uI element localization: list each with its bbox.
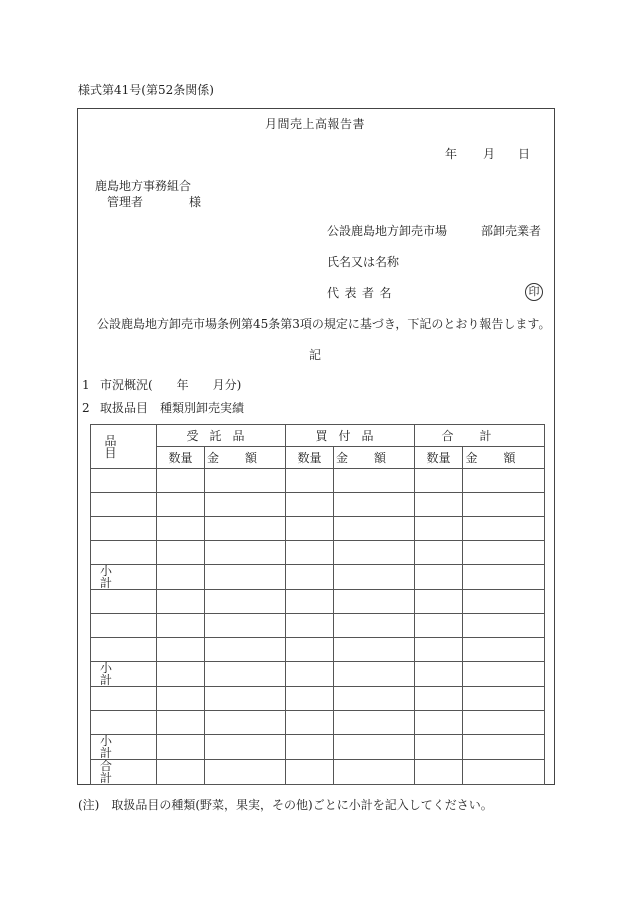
- purchase-amount-cell[interactable]: [334, 493, 415, 517]
- purchase-quantity-cell[interactable]: [286, 614, 334, 638]
- table-row: [91, 638, 545, 662]
- consignment-amount-cell[interactable]: [205, 469, 286, 493]
- purchase-quantity-cell[interactable]: [286, 662, 334, 687]
- row-label-cell: [91, 469, 157, 493]
- consignment-amount-cell[interactable]: [205, 638, 286, 662]
- purchase-amount-cell[interactable]: [334, 760, 415, 785]
- total-amount-cell[interactable]: [463, 638, 545, 662]
- consignment-group-header: 受託品: [157, 425, 286, 447]
- purchase-quantity-cell[interactable]: [286, 711, 334, 735]
- total-amount-header: 金額: [463, 447, 545, 469]
- reporter-name-label: 氏名又は名称: [327, 255, 400, 269]
- table-row: [91, 614, 545, 638]
- total-amount-cell[interactable]: [463, 760, 545, 785]
- purchase-quantity-cell[interactable]: [286, 469, 334, 493]
- total-amount-cell[interactable]: [463, 493, 545, 517]
- purchase-quantity-cell[interactable]: [286, 541, 334, 565]
- row-label-cell: 小計: [91, 565, 157, 590]
- total-amount-cell[interactable]: [463, 735, 545, 760]
- row-label-cell: [91, 638, 157, 662]
- row-label-cell: [91, 541, 157, 565]
- purchase-amount-cell[interactable]: [334, 735, 415, 760]
- table-row: [91, 590, 545, 614]
- reporter-market: 公設鹿島地方卸売市場: [327, 224, 448, 238]
- table-row: [91, 469, 545, 493]
- table-row-subtotal: [91, 662, 545, 687]
- consignment-quantity-cell[interactable]: [157, 517, 205, 541]
- total-quantity-cell[interactable]: [415, 735, 463, 760]
- sales-table: [90, 424, 545, 785]
- total-amount-cell[interactable]: [463, 711, 545, 735]
- total-amount-cell[interactable]: [463, 687, 545, 711]
- item-1-text: 市況概況( 年 月分): [100, 378, 242, 392]
- consignment-amount-header: 金額: [205, 447, 286, 469]
- table-row: [91, 711, 545, 735]
- report-statement: 公設鹿島地方卸売市場条例第45条第3項の規定に基づき，下記のとおり報告します。: [97, 317, 551, 331]
- consignment-amount-cell[interactable]: [205, 493, 286, 517]
- consignment-quantity-cell[interactable]: [157, 711, 205, 735]
- purchase-quantity-cell[interactable]: [286, 493, 334, 517]
- consignment-quantity-cell[interactable]: [157, 735, 205, 760]
- purchase-amount-cell[interactable]: [334, 590, 415, 614]
- table-body: [91, 469, 545, 785]
- purchase-amount-cell[interactable]: [334, 517, 415, 541]
- consignment-quantity-cell[interactable]: [157, 590, 205, 614]
- purchase-quantity-cell[interactable]: [286, 735, 334, 760]
- purchase-amount-header: 金額: [334, 447, 415, 469]
- consignment-quantity-cell[interactable]: [157, 760, 205, 785]
- total-quantity-cell[interactable]: [415, 614, 463, 638]
- total-amount-cell[interactable]: [463, 517, 545, 541]
- purchase-quantity-cell[interactable]: [286, 565, 334, 590]
- purchase-amount-cell[interactable]: [334, 662, 415, 687]
- total-quantity-cell[interactable]: [415, 711, 463, 735]
- purchase-amount-cell[interactable]: [334, 687, 415, 711]
- consignment-amount-cell[interactable]: [205, 517, 286, 541]
- consignment-quantity-cell[interactable]: [157, 662, 205, 687]
- table-row: [91, 687, 545, 711]
- purchase-quantity-cell[interactable]: [286, 517, 334, 541]
- total-quantity-cell[interactable]: [415, 541, 463, 565]
- total-quantity-cell[interactable]: [415, 760, 463, 785]
- row-label-cell: [91, 517, 157, 541]
- date-year-label: 年: [445, 147, 458, 161]
- purchase-quantity-cell[interactable]: [286, 590, 334, 614]
- date-day-label: 日: [518, 147, 531, 161]
- row-label-cell: 小計: [91, 662, 157, 687]
- purchase-group-header: 買付品: [286, 425, 415, 447]
- consignment-quantity-cell[interactable]: [157, 687, 205, 711]
- total-quantity-cell[interactable]: [415, 565, 463, 590]
- consignment-amount-cell[interactable]: [205, 590, 286, 614]
- total-quantity-cell[interactable]: [415, 590, 463, 614]
- table-row-subtotal: [91, 735, 545, 760]
- total-quantity-cell[interactable]: [415, 493, 463, 517]
- consignment-quantity-cell[interactable]: [157, 493, 205, 517]
- total-amount-cell[interactable]: [463, 565, 545, 590]
- purchase-amount-cell[interactable]: [334, 541, 415, 565]
- row-label-cell: [91, 687, 157, 711]
- total-quantity-cell[interactable]: [415, 469, 463, 493]
- total-quantity-cell[interactable]: [415, 687, 463, 711]
- row-label-cell: [91, 614, 157, 638]
- date-month-label: 月: [483, 147, 496, 161]
- purchase-amount-cell[interactable]: [334, 614, 415, 638]
- purchase-amount-cell[interactable]: [334, 469, 415, 493]
- consignment-quantity-header: 数量: [157, 447, 205, 469]
- consignment-amount-cell[interactable]: [205, 614, 286, 638]
- consignment-quantity-cell[interactable]: [157, 469, 205, 493]
- total-quantity-cell[interactable]: [415, 517, 463, 541]
- total-amount-cell[interactable]: [463, 469, 545, 493]
- notice-text: (注) 取扱品目の種類(野菜，果実，その他)ごとに小計を記入してください。: [78, 798, 493, 812]
- recipient-honorific: 様: [189, 195, 202, 209]
- row-label-cell: [91, 590, 157, 614]
- item-1-number: 1: [82, 378, 90, 392]
- item-2-number: 2: [82, 401, 90, 415]
- recipient-manager: 管理者: [107, 195, 144, 209]
- total-amount-cell[interactable]: [463, 541, 545, 565]
- purchase-quantity-cell[interactable]: [286, 638, 334, 662]
- consignment-amount-cell[interactable]: [205, 541, 286, 565]
- row-label-cell: [91, 493, 157, 517]
- row-label-cell: 合計: [91, 760, 157, 785]
- form-title: 月間売上高報告書: [264, 117, 365, 131]
- consignment-amount-cell[interactable]: [205, 760, 286, 785]
- consignment-amount-cell[interactable]: [205, 687, 286, 711]
- consignment-quantity-cell[interactable]: [157, 541, 205, 565]
- purchase-quantity-cell[interactable]: [286, 760, 334, 785]
- item-2-text: 取扱品目 種類別卸売実績: [100, 401, 245, 415]
- table-row-subtotal: [91, 565, 545, 590]
- table-row: [91, 493, 545, 517]
- consignment-amount-cell[interactable]: [205, 711, 286, 735]
- purchase-quantity-header: 数量: [286, 447, 334, 469]
- consignment-amount-cell[interactable]: [205, 735, 286, 760]
- total-quantity-cell[interactable]: [415, 638, 463, 662]
- table-row: [91, 517, 545, 541]
- ki-heading: 記: [308, 348, 321, 362]
- purchase-quantity-cell[interactable]: [286, 687, 334, 711]
- purchase-amount-cell[interactable]: [334, 565, 415, 590]
- consignment-amount-cell[interactable]: [205, 565, 286, 590]
- reporter-category: 部卸売業者: [481, 224, 542, 238]
- item-column-header: 品目: [91, 425, 157, 469]
- form-number: 様式第41号(第52条関係): [78, 83, 214, 97]
- total-amount-cell[interactable]: [463, 590, 545, 614]
- reporter-representative-label: 代表者名: [327, 286, 398, 300]
- recipient-organization: 鹿島地方事務組合: [95, 179, 192, 193]
- table-row-subtotal: [91, 760, 545, 785]
- total-group-header: 合計: [415, 425, 545, 447]
- seal-icon: 印: [525, 283, 543, 301]
- row-label-cell: [91, 711, 157, 735]
- total-amount-cell[interactable]: [463, 614, 545, 638]
- table-row: [91, 541, 545, 565]
- consignment-quantity-cell[interactable]: [157, 565, 205, 590]
- total-quantity-header: 数量: [415, 447, 463, 469]
- total-amount-cell[interactable]: [463, 662, 545, 687]
- row-label-cell: 小計: [91, 735, 157, 760]
- purchase-amount-cell[interactable]: [334, 638, 415, 662]
- purchase-amount-cell[interactable]: [334, 711, 415, 735]
- consignment-amount-cell[interactable]: [205, 662, 286, 687]
- consignment-quantity-cell[interactable]: [157, 638, 205, 662]
- consignment-quantity-cell[interactable]: [157, 614, 205, 638]
- total-quantity-cell[interactable]: [415, 662, 463, 687]
